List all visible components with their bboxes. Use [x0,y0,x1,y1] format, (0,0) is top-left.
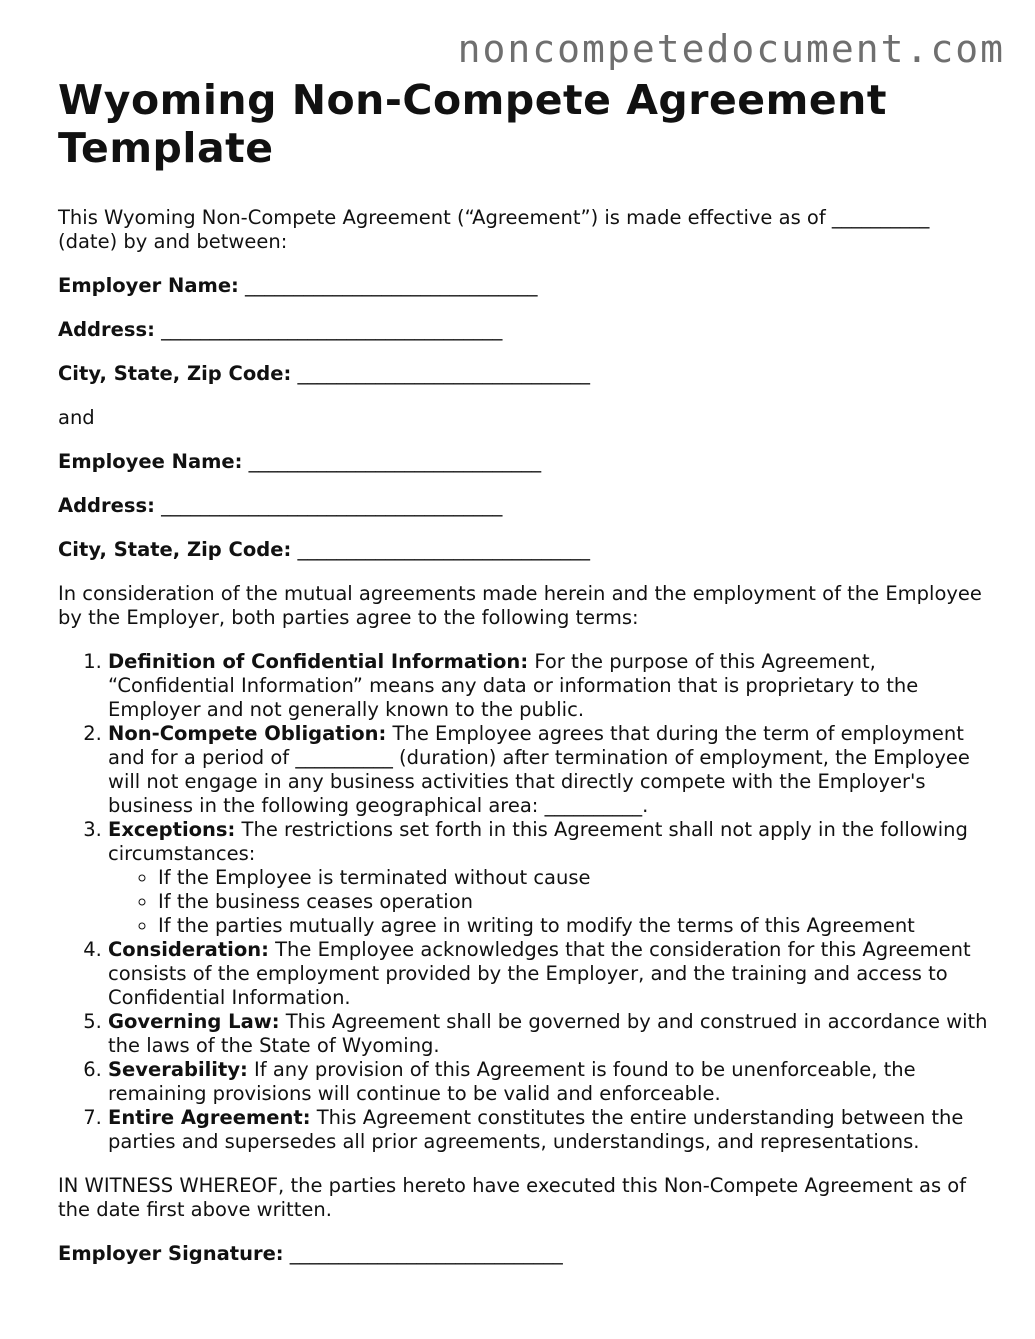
employer-signature-label: Employer Signature: [58,1242,284,1265]
consideration-intro: In consideration of the mutual agreements made herein and the employment of the Employee by the Employer, both parties agree to the following terms: [58,582,982,629]
employer-signature-blank: ____________________________ [289,1242,563,1265]
term-item [108,722,988,818]
employer-city-blank: ______________________________ [297,362,590,385]
employee-city-label: City, State, Zip Code: [58,538,292,561]
term-text: If any provision of this Agreement is found to be unenforceable, the remaining provisions will continue to be valid and enforceable. [108,1058,916,1105]
document-body [58,76,988,1286]
term-text: The restrictions set forth in this Agreement shall not apply in the following circumstances: [108,818,968,865]
watermark: noncompetedocument.com [457,27,1005,71]
term-heading: Severability: [108,1058,248,1081]
employer-name-blank: ______________________________ [245,274,538,297]
term-heading: Consideration: [108,938,269,961]
term-heading: Governing Law: [108,1010,280,1033]
employee-city-blank: ______________________________ [297,538,590,561]
employee-name-label: Employee Name: [58,450,243,473]
exception-item: ◦ If the parties mutually agree in writing to modify the terms of this Agreement [158,914,988,938]
employer-address-blank: ___________________________________ [161,318,503,341]
employee-address-blank: ___________________________________ [161,494,503,517]
term-text: This Agreement constitutes the entire understanding between the parties and supersedes all prior agreements, understandings, and representations. [108,1106,964,1153]
term-item [108,938,988,1010]
employer-city-field [58,362,988,386]
employee-city-field [58,538,988,562]
witness-paragraph: IN WITNESS WHEREOF, the parties hereto have executed this Non-Compete Agreement as of the date first above written. [58,1174,967,1221]
term-text: This Agreement shall be governed by and construed in accordance with the laws of the State of Wyoming. [108,1010,988,1057]
term-heading: Non-Compete Obligation: [108,722,387,745]
terms-list [58,650,988,1154]
term-heading: Definition of Confidential Information: [108,650,529,673]
exceptions-list [108,866,988,938]
exception-item: ◦ If the Employee is terminated without cause [158,866,988,890]
term-item [108,818,988,938]
term-heading: Exceptions: [108,818,236,841]
term-heading: Entire Agreement: [108,1106,311,1129]
employer-address-field [58,318,988,342]
employer-city-label: City, State, Zip Code: [58,362,292,385]
term-item [108,650,988,722]
employer-signature-field [58,1242,988,1266]
employee-address-label: Address: [58,494,155,517]
employee-address-field [58,494,988,518]
term-text: The Employee acknowledges that the consideration for this Agreement consists of the employment provided by the Employer, and the training and access to Confidential Information. [108,938,971,1009]
term-item [108,1106,988,1154]
employer-address-label: Address: [58,318,155,341]
exception-item: ◦ If the business ceases operation [158,890,988,914]
employee-name-field [58,450,988,474]
employer-name-label: Employer Name: [58,274,239,297]
employee-name-blank: ______________________________ [248,450,542,473]
term-text: The Employee agrees that during the term of employment and for a period of __________ (duration) after termination of employment, the Employee will not engage in any business activities that directly compete with the Employer's business in the following geographical area: __________. [108,722,970,817]
employer-name-field [58,274,988,298]
term-item [108,1058,988,1106]
intro-paragraph: This Wyoming Non-Compete Agreement (“Agreement”) is made effective as of __________ (date) by and between: [58,206,930,253]
term-item [108,1010,988,1058]
term-text: For the purpose of this Agreement, “Confidential Information” means any data or information that is proprietary to the Employer and not generally known to the public. [108,650,919,721]
document-title: Wyoming Non-Compete Agreement Template [58,76,887,172]
and-text: and [58,406,95,429]
